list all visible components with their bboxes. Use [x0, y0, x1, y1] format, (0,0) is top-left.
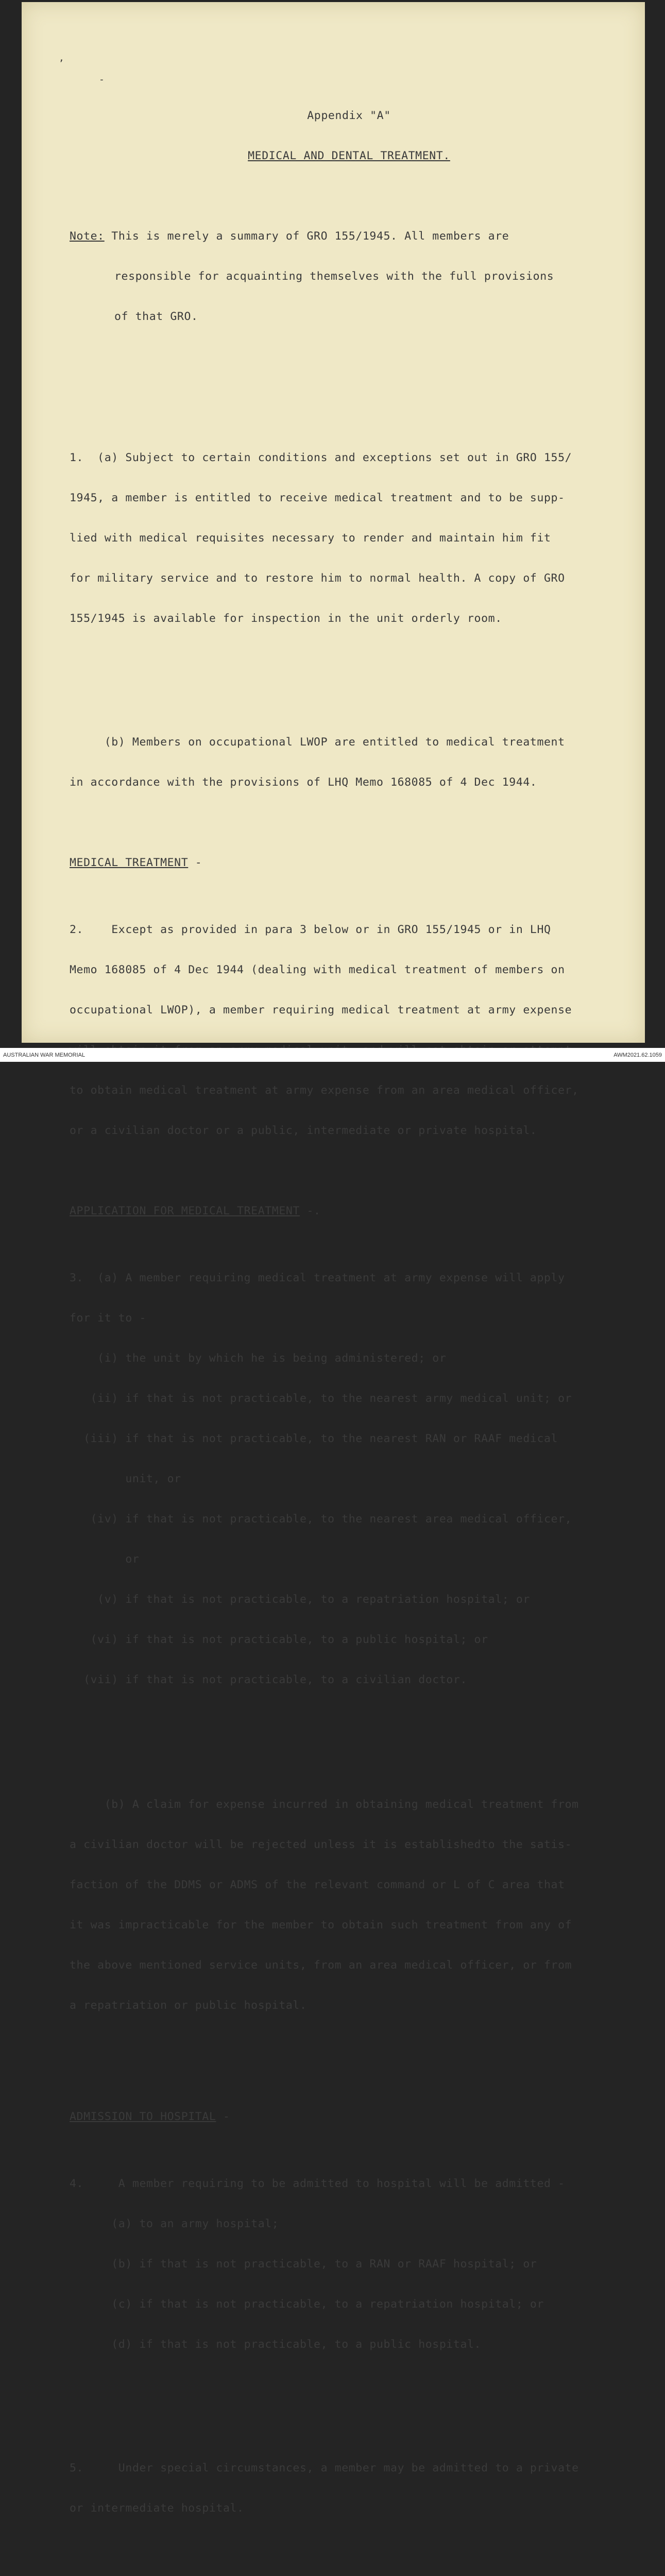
text-line: in accordance with the provisions of LHQ Memo 168085 of 4 Dec 1944. — [70, 776, 537, 789]
document-title: MEDICAL AND DENTAL TREATMENT. — [248, 149, 450, 162]
appendix-heading: Appendix "A" — [307, 109, 391, 122]
paragraph-4 — [70, 2150, 628, 2378]
note-block — [70, 203, 628, 350]
paragraph-2 — [70, 896, 628, 1164]
text-line: to obtain medical treatment at army expense from an area medical officer, — [70, 1084, 579, 1097]
text-line: for military service and to restore him to normal health. A copy of GRO — [70, 572, 565, 585]
archive-footer — [0, 1048, 665, 1062]
section-heading-application: APPLICATION FOR MEDICAL TREATMENT — [70, 1205, 300, 1217]
note-label: Note: — [70, 230, 105, 243]
text-line: a repatriation or public hospital. — [70, 1999, 307, 2012]
margin-mark: - — [99, 74, 105, 85]
paragraph-1a — [70, 425, 628, 652]
list-item: (vii) if that is not practicable, to a civilian doctor. — [70, 1673, 468, 1686]
note-line: responsible for acquainting themselves with the full provisions — [114, 270, 554, 283]
paragraph-5 — [70, 2435, 628, 2542]
list-item: unit, or — [70, 1472, 181, 1485]
text-line: (b) Members on occupational LWOP are entitled to medical treatment — [70, 736, 565, 749]
text-line: 155/1945 is available for inspection in the unit orderly room. — [70, 612, 502, 625]
margin-mark: , — [59, 53, 64, 63]
text-line: faction of the DDMS or ADMS of the relevant command or L of C area that — [70, 1878, 565, 1891]
text-line: for it to - — [70, 1312, 146, 1325]
list-item: (a) to an army hospital; — [70, 2217, 279, 2230]
footer-accession-number: AWM2021.62.1059 — [613, 1052, 662, 1058]
paragraph-3b — [70, 1771, 628, 2039]
footer-institution: AUSTRALIAN WAR MEMORIAL — [3, 1052, 86, 1058]
text-line: occupational LWOP), a member requiring medical treatment at army expense — [70, 1004, 572, 1016]
text-line: 4. A member requiring to be admitted to hospital will be admitted - — [70, 2177, 565, 2190]
text-line: or a civilian doctor or a public, intermediate or private hospital. — [70, 1124, 537, 1137]
text-line: or intermediate hospital. — [70, 2502, 244, 2515]
list-item: (d) if that is not practicable, to a public hospital. — [70, 2338, 482, 2351]
text-line: 2. Except as provided in para 3 below or in GRO 155/1945 or in LHQ — [70, 923, 551, 936]
document-text: Appendix "A" MEDICAL AND DENTAL TREATMENT. Note: This is merely a summary of GRO 155/1945. All members are responsible for acquainting themselves with the full provisions of that GRO. 1. (a) Subject to certain conditions and exceptions set out in GRO 155/ 1945, a member is entitled to receive medical treatment and to be supp- lied with medical requisites necessary to render and maintain him fit for military service and to restore him to normal health. A copy of GRO 155/1945 is available for inspection in the unit orderly room. (b) Members on occupational LWOP are entitled to medical treatment in accordance with the provisions of LHQ Memo 168085 of 4 Dec 1944. MEDICAL TREATMENT - 2. Except as provided in para 3 below or in GRO 155/1945 or in LHQ Memo 168085 of 4 Dec 1944 (dealing with medical treatment of members on occupational LWOP), a member requiring medical treatment at army expense to obtain medical treatment at army expense from an area medical officer, or a civilian doctor or a public, intermediate or private hospital. APPLICATION FOR MEDICAL TREATMENT -. 3. (a) A member requiring medical treatment at army expense will apply for it to - (i) the unit by which he is being administered; or (ii) if that is not practicable, to the nearest army medical unit; or (iii) if that is not practicable, to the nearest RAN or RAAF medical unit, or (iv) if that is not practicable, to the nearest area medical officer, or (v) if that is not practicable, to a repatriation hospital; or (vi) if that is not practicable, to a public hospital; or (vii) if that is not practicable, to a civilian doctor. (b) A claim for expense incurred in obtaining medical treatment from a civilian doctor will be rejected unless it is establishedto the satis- faction of the DDMS or ADMS of the relevant command or L of C area that it was impracticable for the member to obtain such treatment from any of the above mentioned service units, from an area medical officer, or from a repatriation or public hospital. ADMISSION TO HOSPITAL - 4. A member requiring to be admitted to hospital will be admitted - (a) to an army hospital; (b) if that is not practicable, to a RAN or RAAF hospital; or (c) if that is not practicable, to a repatriation hospital; or (d) if that is not practicable, to a public hospital. 5. Under special circumstances, a member may be admitted to a private or intermediate hospital. — [70, 82, 628, 2576]
text-line: 1. (a) Subject to certain conditions and exceptions set out in GRO 155/ — [70, 451, 572, 464]
text-line: (b) A claim for expense incurred in obtaining medical treatment from — [70, 1798, 579, 1811]
text-line: 3. (a) A member requiring medical treatment at army expense will apply — [70, 1272, 565, 1284]
list-item: (ii) if that is not practicable, to the nearest army medical unit; or — [70, 1392, 572, 1405]
text-line: 5. Under special circumstances, a member may be admitted to a private — [70, 2462, 579, 2475]
list-item: (b) if that is not practicable, to a RAN or RAAF hospital; or — [70, 2258, 537, 2270]
note-line: of that GRO. — [114, 310, 198, 323]
list-item: (v) if that is not practicable, to a repatriation hospital; or — [70, 1593, 530, 1606]
text-line: lied with medical requisites necessary to render and maintain him fit — [70, 532, 551, 545]
section-heading-admission: ADMISSION TO HOSPITAL — [70, 2110, 216, 2123]
list-item: (iii) if that is not practicable, to the nearest RAN or RAAF medical — [70, 1432, 558, 1445]
list-item: (vi) if that is not practicable, to a public hospital; or — [70, 1633, 488, 1646]
section-heading-medical-treatment: MEDICAL TREATMENT — [70, 856, 189, 869]
list-item: (c) if that is not practicable, to a repatriation hospital; or — [70, 2298, 544, 2311]
paragraph-3a — [70, 1245, 628, 1714]
text-line: Memo 168085 of 4 Dec 1944 (dealing with medical treatment of members on — [70, 963, 565, 976]
text-line: the above mentioned service units, from an area medical officer, or from — [70, 1959, 572, 1972]
text-line: 1945, a member is entitled to receive medical treatment and to be supp- — [70, 492, 565, 504]
paragraph-1b — [70, 709, 628, 816]
text-line: it was impracticable for the member to obtain such treatment from any of — [70, 1919, 572, 1931]
text-line: a civilian doctor will be rejected unless it is establishedto the satis- — [70, 1838, 572, 1851]
list-item: (iv) if that is not practicable, to the nearest area medical officer, — [70, 1513, 572, 1526]
note-line: This is merely a summary of GRO 155/1945. All members are — [111, 230, 509, 243]
list-item: or — [70, 1553, 140, 1566]
list-item: (i) the unit by which he is being administered; or — [70, 1352, 447, 1365]
